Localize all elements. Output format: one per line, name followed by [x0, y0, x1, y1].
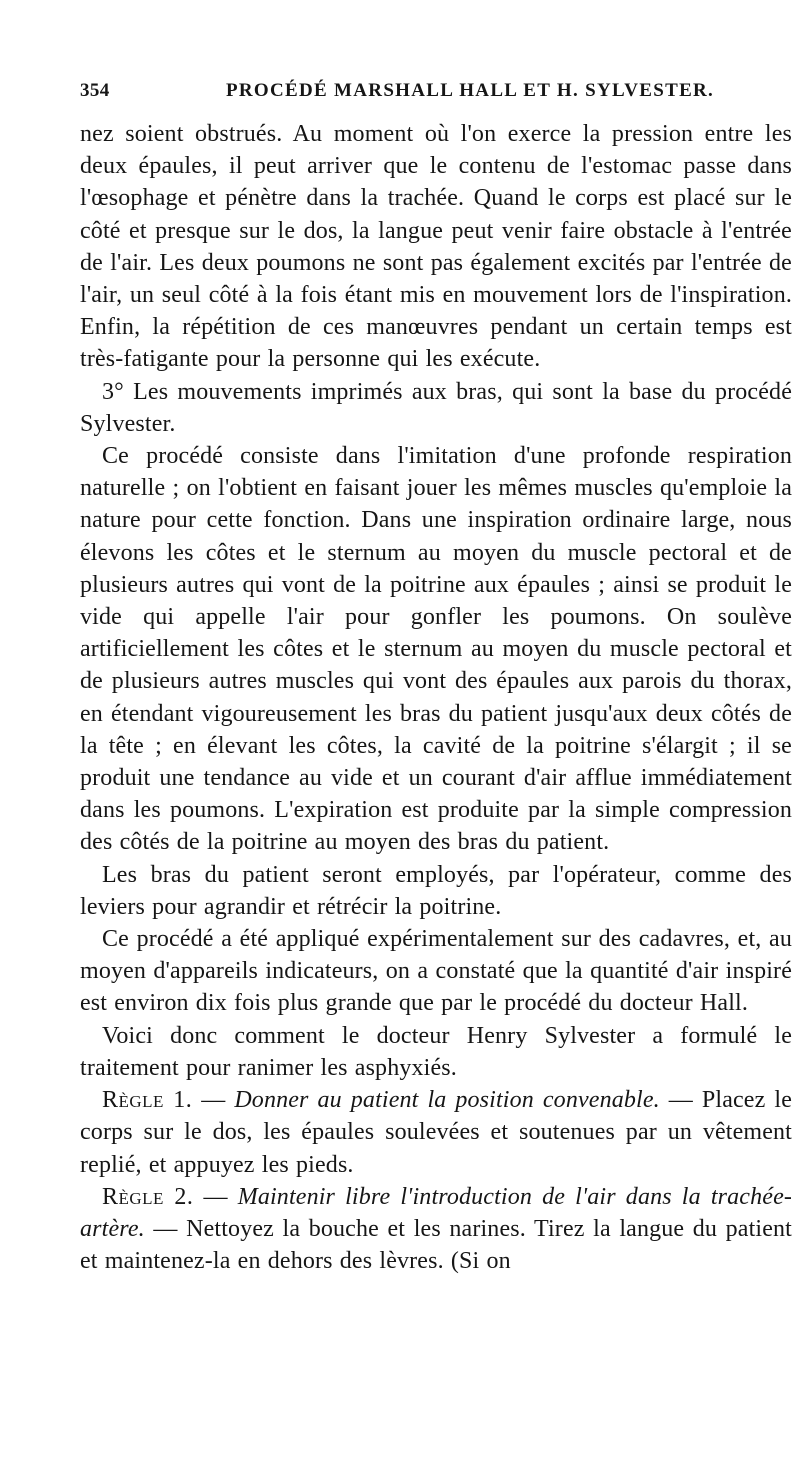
paragraph-continuation: nez soient obstrués. Au moment où l'on exerce la pression entre les deux épaules, il peut arriver que le contenu de l'estomac passe dans l'œsophage et pénètre dans la trachée. Quand le corps est placé sur le côté et presque sur le dos, la langue peut venir faire obstacle à l'entrée de l'air. Les deux poumons ne sont pas également excités par l'entrée de l'air, un seul côté à la fois étant mis en mouvement lors de l'inspiration. Enfin, la répétition de ces manœuvres pendant un certain temps est très-fatigante pour la personne qui les exécute. — [80, 121, 792, 373]
paragraph-point-3: 3° Les mouvements imprimés aux bras, qui sont la base du procédé Sylvester. — [80, 378, 792, 437]
running-head: PROCÉDÉ MARSHALL HALL ET H. SYLVESTER. — [226, 80, 715, 101]
rule-1-title: Donner au patient la position convenable. — [234, 1087, 660, 1114]
rule-2-label: Règle 2. — [102, 1183, 194, 1210]
paragraph-experiments: Ce procédé a été appliqué expérimentalement sur des cadavres, et, au moyen d'appareils indicateurs, on a constaté que la quantité d'air inspiré est environ dix fois plus grande que par le procédé du docteur Hall. — [80, 926, 792, 1017]
paragraph-arms-levers: Les bras du patient seront employés, par l'opérateur, comme des leviers pour agrandir et rétrécir la poitrine. — [80, 861, 792, 920]
page-header — [80, 80, 792, 116]
rule-2: Règle 2. — Maintenir libre l'introduction de l'air dans la trachée-artère. — Nettoyez la bouche et les narines. Tirez la langue du patient et maintenez-la en dehors des lèvres. (Si on — [80, 1183, 793, 1275]
page-number: 354 — [80, 80, 110, 101]
rule-1-text: Placez le corps sur le dos, les épaules soulevées et soutenues par un vêtement replié, et appuyez les pieds. — [80, 1087, 792, 1178]
book-page — [80, 80, 792, 1277]
body-text — [80, 118, 792, 1277]
rule-2-title: Maintenir libre l'introduction de l'air dans la trachée-artère. — [80, 1183, 793, 1242]
rule-1: Règle 1. — Donner au patient la position convenable. — Placez le corps sur le dos, les épaules soulevées et soutenues par un vêtement replié, et appuyez les pieds. — [80, 1087, 792, 1178]
paragraph-procedure-description: Ce procédé consiste dans l'imitation d'une profonde respiration naturelle ; on l'obtient en faisant jouer les mêmes muscles qu'emploie la nature pour cette fonction. Dans une inspiration ordinaire large, nous élevons les côtes et le sternum au moyen du muscle pectoral et de plusieurs autres qui vont de la poitrine aux épaules ; ainsi se produit le vide qui appelle l'air pour gonfler les poumons. On soulève artificiellement les côtes et le sternum au moyen du muscle pectoral et de plusieurs autres muscles qui vont des épaules aux parois du thorax, en étendant vigoureusement les bras du patient jusqu'aux deux côtés de la tête ; en élevant les côtes, la cavité de la poitrine s'élargit ; il se produit une tendance au vide et un courant d'air afflue immédiatement dans les poumons. L'expiration est produite par la simple compression des côtés de la poitrine au moyen des bras du patient. — [80, 443, 792, 856]
paragraph-treatment-intro: Voici donc comment le docteur Henry Sylvester a formulé le traitement pour ranimer les asphyxiés. — [80, 1022, 792, 1081]
rule-2-text: Nettoyez la bouche et les narines. Tirez la langue du patient et maintenez-la en dehors des lèvres. (Si on — [80, 1215, 793, 1275]
rule-1-label: Règle 1. — [102, 1087, 193, 1114]
